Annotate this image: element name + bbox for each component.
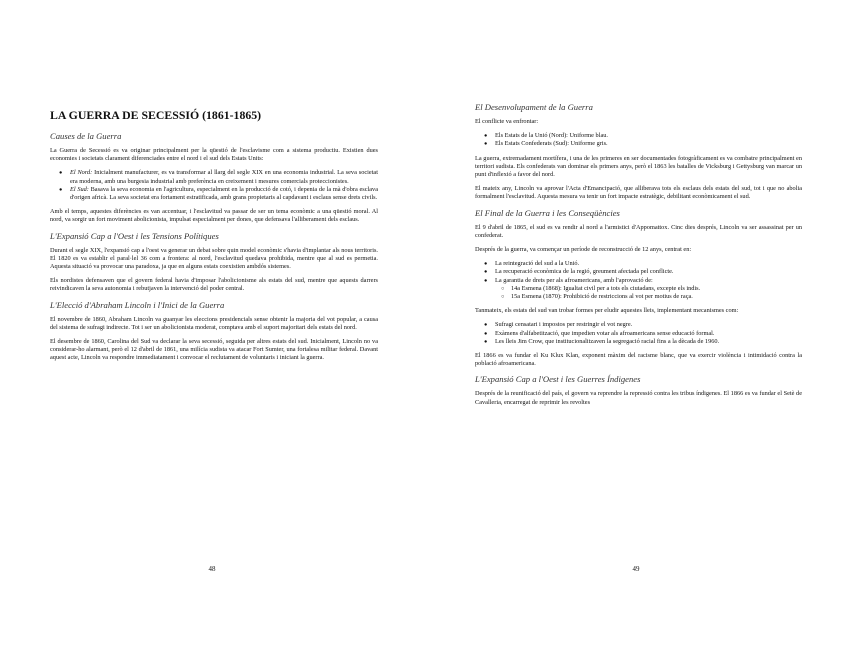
section-heading-development: El Desenvolupament de la Guerra: [475, 102, 593, 112]
section-heading-west: L'Expansió Cap a l'Oest i les Tensions Polítiques: [50, 230, 219, 241]
paragraph: El conflicte va enfrontar:: [475, 118, 539, 125]
list-item: [70, 169, 378, 185]
paragraph: Després de la reunificació del país, el govern va reprendre la repressió contra les tribus índigenes. El 1866 es va fundar el Setè de Cavalleria, encarregat de reprimir les revoltes: [475, 390, 802, 406]
list-item: ● Les lleis Jim Crow, que institucionalitzaven la segregació racial fins a la dècada de 1960.: [495, 338, 802, 346]
paragraph: Amb el temps, aquestes diferències es van accentuar, i l'esclavitud va passar de ser un tema econòmic a una qüestió moral. Al nord, va sorgir un fort moviment abolicionista, impulsat especialment per dones, que defensava l'alliberament dels esclaus.: [50, 208, 378, 224]
paragraph: El novembre de 1860, Abraham Lincoln va guanyar les eleccions presidencials sense obtenir la majoria del vot popular, a causa del sistema de sufragi indirecte. Tot i ser un abolicionista moderat, comptava amb el suport majoritari dels estats del nord.: [50, 315, 378, 331]
bullet-list: [475, 260, 802, 301]
list-item: ● Exàmens d'alfabetització, que impedien votar als afroamericans sense educació formal.: [495, 330, 802, 338]
list-item: ● La recuperació econòmica de la regió, greument afectada pel conflicte.: [495, 268, 802, 276]
page-number: 49: [632, 565, 640, 573]
section-heading-causes: Causes de la Guerra: [50, 131, 122, 141]
list-item-text: La garantia de drets per als afroamericans, amb l'aprovació de:: [495, 276, 653, 284]
paragraph: El 1866 es va fundar el Ku Klux Klan, exponent màxim del racisme blanc, que va exercir violència i intimidació contra la població afroamericana.: [475, 352, 802, 368]
list-item-text: Inicialment manufacturer, es va transformar al llarg del segle XIX en una economia industrial. La seva societat era moderna, amb una burgesia industrial amb preferència en creixement i mesures comercials proteccionistes.: [70, 169, 378, 185]
sub-bullet-list: [495, 285, 802, 301]
list-item: ● Els Estats Confederats (Sud): Uniforme gris.: [495, 140, 802, 148]
page-number: 48: [208, 565, 216, 573]
paragraph: Durant el segle XIX, l'expansió cap a l'oest va generar un debat sobre quin model econòmic s'havia d'implantar als nous territoris. El 1820 es va establir el paral·lel 36 com a frontera: al nord, l'esclavitud quedava prohibida, mentre que al sud es permetia. Aquesta situació va provocar una paradoxa, ja que en alguns estats coexistien ambdós sistemes.: [50, 246, 378, 271]
list-item: [495, 277, 802, 302]
bullet-list: [50, 169, 378, 202]
bullet-list: [475, 132, 802, 148]
section-heading-end: El Final de la Guerra i les Conseqüències: [475, 207, 620, 218]
sub-list-item: ○ 14a Esmena (1868): Igualtat civil per a tots els ciutadans, excepte els indis.: [511, 285, 802, 293]
paragraph: La guerra, extremadament mortífera, i una de les primeres en ser documentades fotogràficament es va combatre principalment en territori sudista. Els confederats van dominar els primers anys, però el 1863 les batalles de Vicksburg i Gettysburg van marcar un punt d'inflexió a favor del nord.: [475, 154, 802, 179]
sub-list-item: ○ 15a Esmena (1870): Prohibició de restriccions al vot per motius de raça.: [511, 293, 802, 301]
paragraph: El desembre de 1860, Carolina del Sud va declarar la seva secessió, seguida per altres estats del sud. Inicialment, Lincoln no va considerar-ho alarmant, però el 12 d'abril de 1861, una milícia sudista va atacar Fort Sumter, una fortalesa militar federal. Davant aquest acte, Lincoln va respondre immediatament i convocar el reclutament de voluntaris i iniciant la guerra.: [50, 338, 378, 362]
list-item-lead: El Nord:: [70, 169, 93, 177]
chapter-title: LA GUERRA DE SECESSIÓ (1861-1865): [50, 108, 262, 122]
paragraph: Tanmateix, els estats del sud van trobar formes per eludir aquestes lleis, implementant mecanismes com:: [475, 307, 739, 315]
list-item-text: Basava la seva economia en l'agricultura, especialment en la producció de cotó, i depenia de la mà d'obra esclava d'origen africà. La seva societat era fortament estratificada, amb grans propietaris al capdavant i esclaus sense drets civils.: [70, 185, 378, 202]
paragraph: Els nordistes defensaven que el govern federal havia d'imposar l'abolicionisme als estats del sud, mentre que aquests darrers reivindicaven la seva autonomia i rebutjaven la intervenció del poder central.: [50, 277, 378, 293]
list-item-lead: El Sud:: [70, 185, 89, 193]
paragraph: Després de la guerra, va començar un període de reconstrucció de 12 anys, centrat en:: [475, 246, 692, 254]
list-item: [70, 186, 378, 202]
list-item: ● Sufragi censatari i impostos per restringir el vot negre.: [495, 321, 802, 329]
bullet-list: [475, 321, 802, 346]
paragraph: El mateix any, Lincoln va aprovar l'Acta d'Emancipació, que alliberava tots els esclaus dels estats del sud, tot i que no abolia formalment l'esclavitud. Aquesta mesura va tenir un fort impacte estratègic, debilitant econòmicament el sud.: [475, 185, 802, 201]
paragraph: El 9 d'abril de 1865, el sud es va rendir al nord a l'armistici d'Appomattox. Cinc dies després, Lincoln va ser assassinat per un confederat.: [475, 223, 802, 239]
list-item: ● La reintegració del sud a la Unió.: [495, 260, 802, 268]
section-heading-lincoln: L'Elecció d'Abraham Lincoln i l'Inici de la Guerra: [50, 299, 225, 310]
list-item: ● Els Estats de la Unió (Nord): Uniforme blau.: [495, 132, 802, 140]
section-heading-indian: L'Expansió Cap a l'Oest i les Guerres Índigenes: [475, 374, 641, 385]
paragraph: La Guerra de Secessió es va originar principalment per la qüestió de l'esclavisme com a sistema productiu. Existien dues economies i societats clarament diferenciades entre el nord i el sud dels Estats Units:: [50, 147, 378, 163]
right-page: [424, 0, 848, 655]
